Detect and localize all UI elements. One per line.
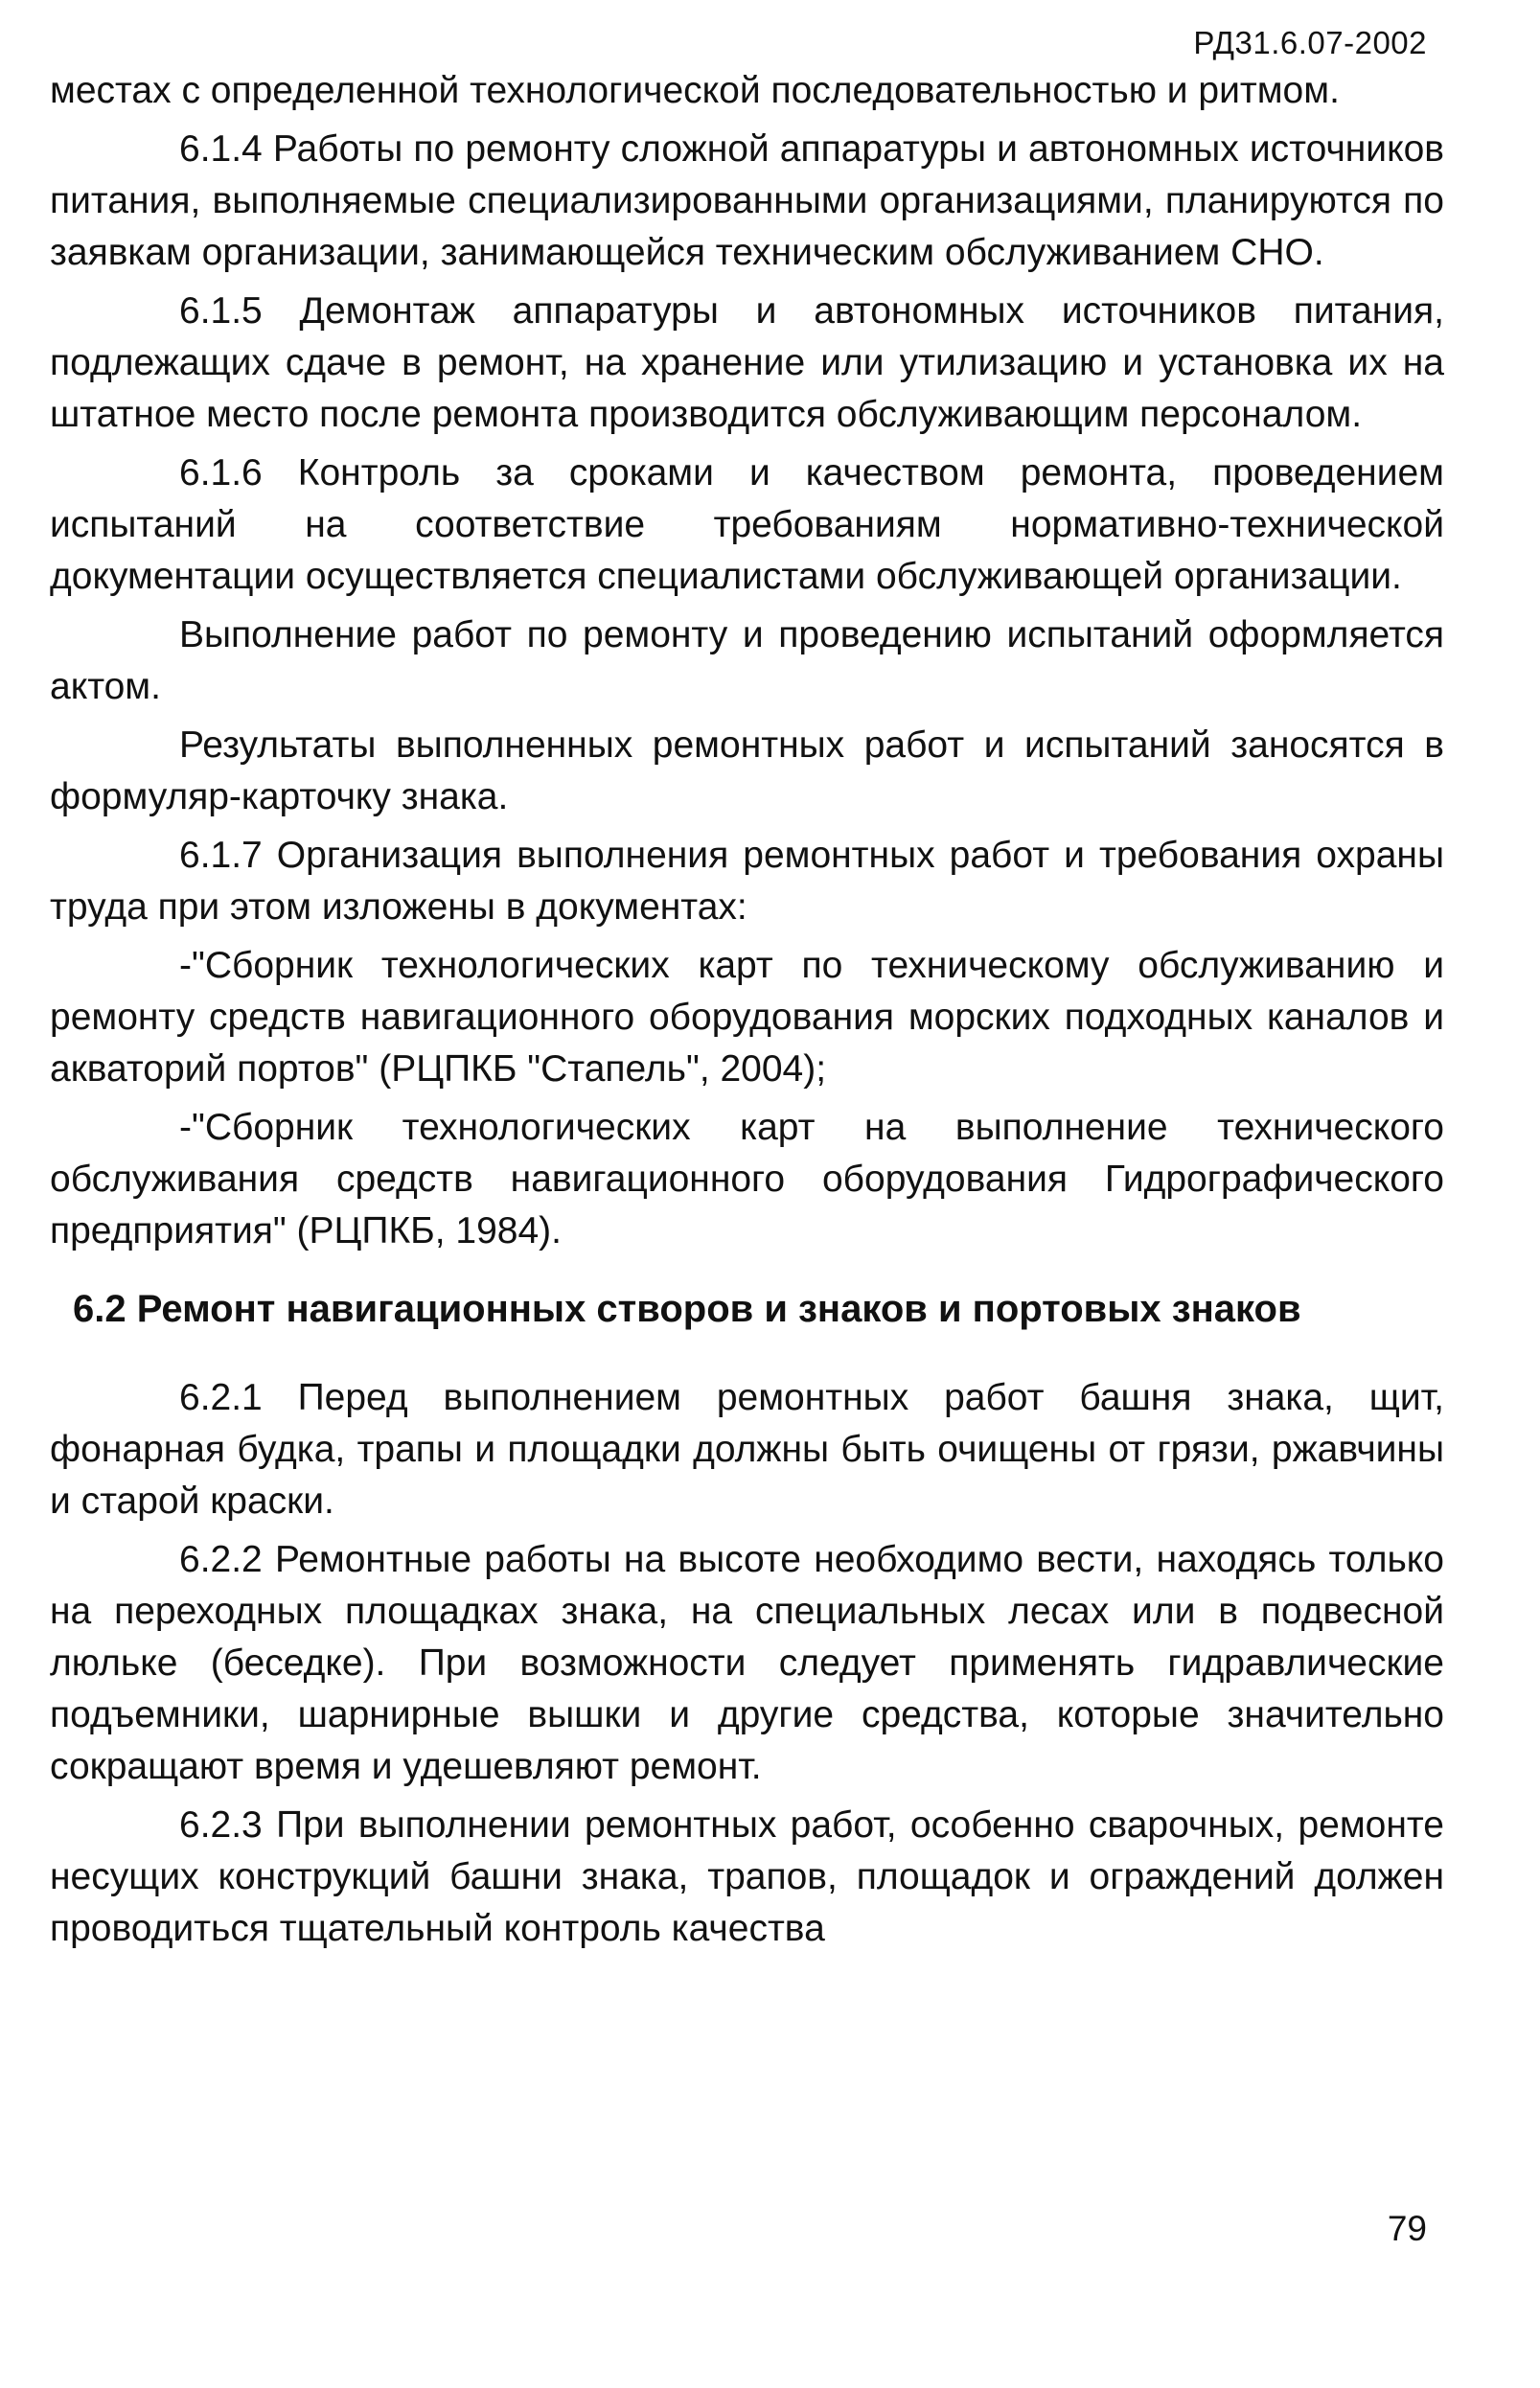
section-heading-6-2: 6.2 Ремонт навигационных створов и знаков и портовых знаков (73, 1288, 1301, 1330)
paragraph-6-1-4: 6.1.4 Работы по ремонту сложной аппаратуры и автономных источников питания, выполняемые специализированными организациями, планируются по заявкам организации, занимающейся техническим обслуживанием СНО. (50, 128, 1444, 273)
paragraph-continuation: местах с определенной технологической последовательностью и ритмом. (50, 70, 1340, 111)
list-item-reference-2: -"Сборник технологических карт на выполнение технического обслуживания средств навигационного оборудования Гидрографического предприятия" (РЦПКБ, 1984). (50, 1107, 1444, 1251)
paragraph-6-2-3: 6.2.3 При выполнении ремонтных работ, особенно сварочных, ремонте несущих конструкций башни знака, трапов, площадок и ограждений должен проводиться тщательный контроль качества (50, 1804, 1444, 1949)
paragraph-6-1-5: 6.1.5 Демонтаж аппаратуры и автономных источников питания, подлежащих сдаче в ремонт, на хранение или утилизацию и установка их на штатное место после ремонта производится обслуживающим персоналом. (50, 290, 1444, 435)
page-number: 79 (1387, 2209, 1427, 2248)
paragraph-6-1-7: 6.1.7 Организация выполнения ремонтных работ и требования охраны труда при этом изложены в документах: (50, 835, 1444, 928)
page-body (50, 65, 1444, 1955)
list-item-reference-1: -"Сборник технологических карт по техническому обслуживанию и ремонту средств навигационного оборудования морских подходных каналов и акваторий портов" (РЦПКБ "Стапель", 2004); (50, 945, 1444, 1090)
paragraph-6-2-2: 6.2.2 Ремонтные работы на высоте необходимо вести, находясь только на переходных площадках знака, на специальных лесах или в подвесной люльке (беседке). При возможности следует применять гидравлические подъемники, шарнирные вышки и другие средства, которые значительно сокращают время и удешевляют ремонт. (50, 1539, 1444, 1787)
paragraph-6-1-6: 6.1.6 Контроль за сроками и качеством ремонта, проведением испытаний на соответствие требованиям нормативно-технической документации осуществляется специалистами обслуживающей организации. (50, 452, 1444, 597)
paragraph-repair-act: Выполнение работ по ремонту и проведению испытаний оформляется актом. (50, 614, 1444, 707)
paragraph-results: Результаты выполненных ремонтных работ и испытаний заносятся в формуляр-карточку знака. (50, 724, 1444, 817)
document-code: РД31.6.07-2002 (1193, 25, 1427, 60)
paragraph-6-2-1: 6.2.1 Перед выполнением ремонтных работ башня знака, щит, фонарная будка, трапы и площадки должны быть очищены от грязи, ржавчины и старой краски. (50, 1377, 1444, 1522)
